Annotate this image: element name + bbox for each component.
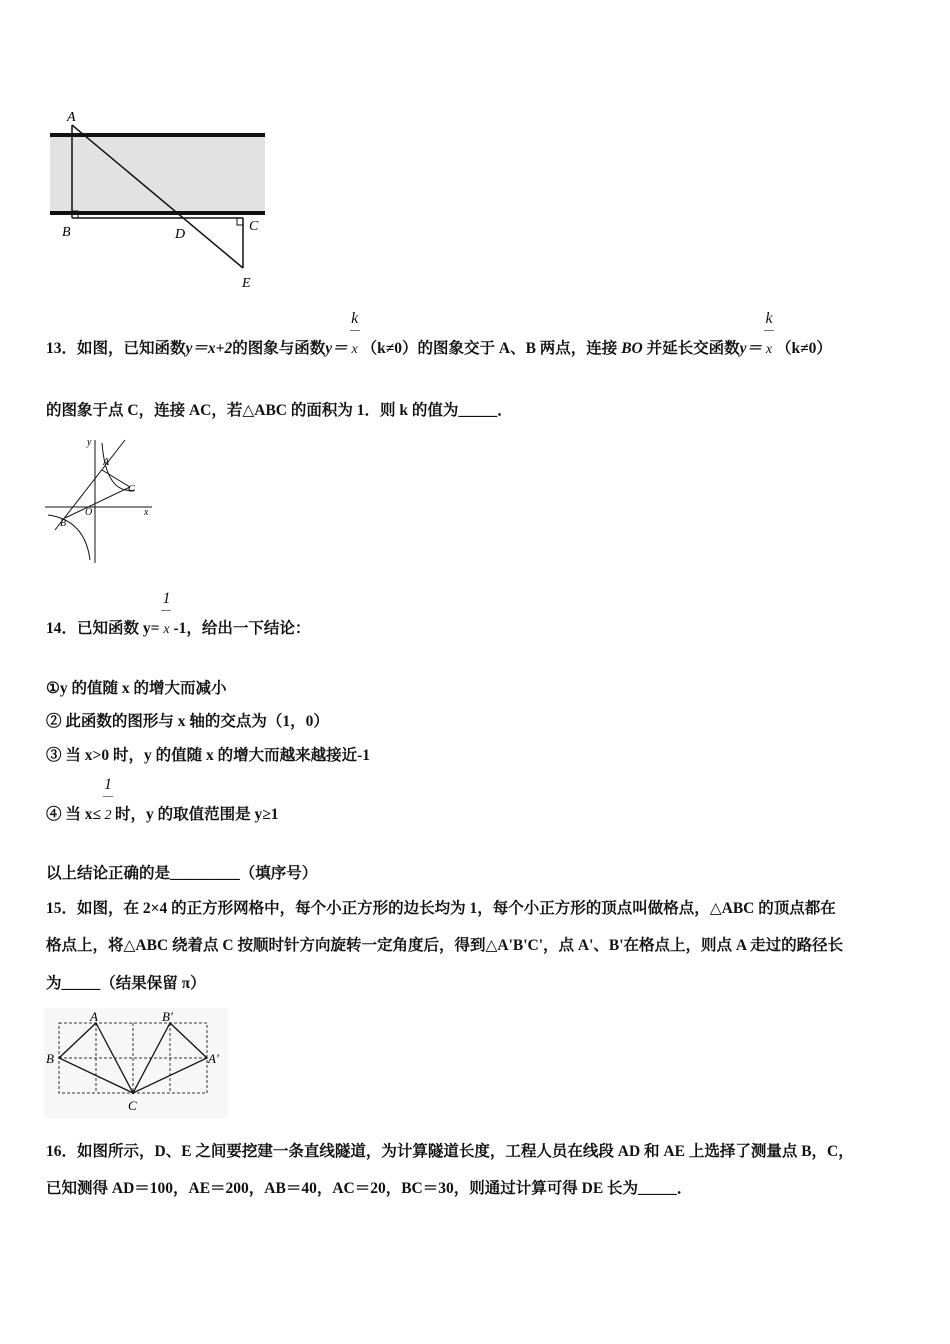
text: （k≠0） — [776, 340, 832, 357]
q16-line2: 已知测得 AD＝100，AE＝200，AB＝40，AC＝20，BC＝30，则通过计算可得 DE 长为_____． — [46, 1180, 693, 1197]
q16-line1: 16．如图所示，D、E 之间要挖建一条直线隧道，为计算隧道长度，工程人员在线段 AD 和 AE 上选择了测量点 B，C， — [46, 1143, 854, 1160]
label-x: x — [144, 507, 149, 518]
text: y＝x+2 — [185, 340, 233, 357]
text: （k≠0）的图象交于 A、B 两点，连接 — [361, 340, 618, 357]
text: 13．如图，已知函数 — [46, 340, 186, 357]
q14-item-4 — [46, 776, 279, 824]
text: ④ 当 x≤ — [46, 806, 102, 823]
fraction-1-over-x — [159, 590, 173, 638]
label-A-prime: A' — [208, 1051, 219, 1066]
label-B-prime: B' — [162, 1009, 173, 1024]
label-O: O — [85, 507, 93, 518]
q15-line2: 格点上，将△ABC 绕着点 C 按顺时针方向旋转一定角度后，得到△A'B'C'，点 A'、B'在格点上，则点 A 走过的路径长 — [46, 937, 844, 954]
text: BO — [621, 340, 643, 357]
denominator: x — [765, 342, 773, 357]
text: y＝ — [325, 340, 348, 357]
q14-line1 — [46, 590, 311, 638]
numerator: 1 — [104, 776, 113, 793]
text: 并延长交函数 — [646, 340, 740, 357]
q15-line1: 15．如图，在 2×4 的正方形网格中，每个小正方形的边长均为 1，每个小正方形的顶点叫做格点，△ABC 的顶点都在 — [46, 900, 836, 917]
q14-tail: 以上结论正确的是_________（填序号） — [46, 865, 318, 882]
text: 时，y 的取值范围是 y≥1 — [115, 806, 279, 823]
label-B: B — [62, 225, 71, 240]
q14-item-3: ③ 当 x>0 时，y 的值随 x 的增大而越来越接近-1 — [46, 747, 370, 764]
denominator: x — [351, 342, 358, 357]
q15-line3: 为_____（结果保留 π） — [46, 975, 206, 992]
q14-item-1: ①y 的值随 x 的增大而减小 — [46, 680, 227, 697]
numerator: 1 — [162, 590, 171, 607]
fraction-k-over-x — [348, 310, 362, 358]
label-B: B — [60, 518, 67, 529]
text: y＝ — [739, 340, 763, 357]
q13-line1 — [46, 310, 832, 358]
label-C: C — [128, 484, 135, 495]
denominator: x — [163, 622, 170, 637]
text: -1，给出一下结论： — [173, 620, 311, 637]
label-A: A — [67, 110, 76, 125]
label-C: C — [249, 219, 259, 234]
label-D: D — [175, 227, 186, 242]
fraction-k-over-x — [762, 310, 776, 358]
label-E: E — [242, 276, 251, 291]
figure-river-tunnel — [40, 105, 280, 300]
figure-hyperbola — [40, 435, 160, 565]
numerator: k — [351, 310, 359, 327]
label-C: C — [128, 1098, 137, 1113]
numerator: k — [765, 310, 773, 327]
label-y: y — [87, 437, 92, 448]
text: 14．已知函数 y= — [46, 620, 160, 637]
text: 的图象与函数 — [232, 340, 326, 357]
fraction-1-over-2 — [101, 776, 115, 824]
label-B: B — [46, 1051, 54, 1066]
denominator: 2 — [104, 808, 112, 823]
q13-line2: 的图象于点 C，连接 AC，若△ABC 的面积为 1．则 k 的值为_____． — [46, 402, 513, 419]
label-A: A — [103, 457, 110, 468]
label-A: A — [90, 1009, 98, 1024]
q14-item-2: ② 此函数的图形与 x 轴的交点为（1，0） — [46, 713, 329, 730]
figure-grid-rotation — [44, 1008, 228, 1118]
